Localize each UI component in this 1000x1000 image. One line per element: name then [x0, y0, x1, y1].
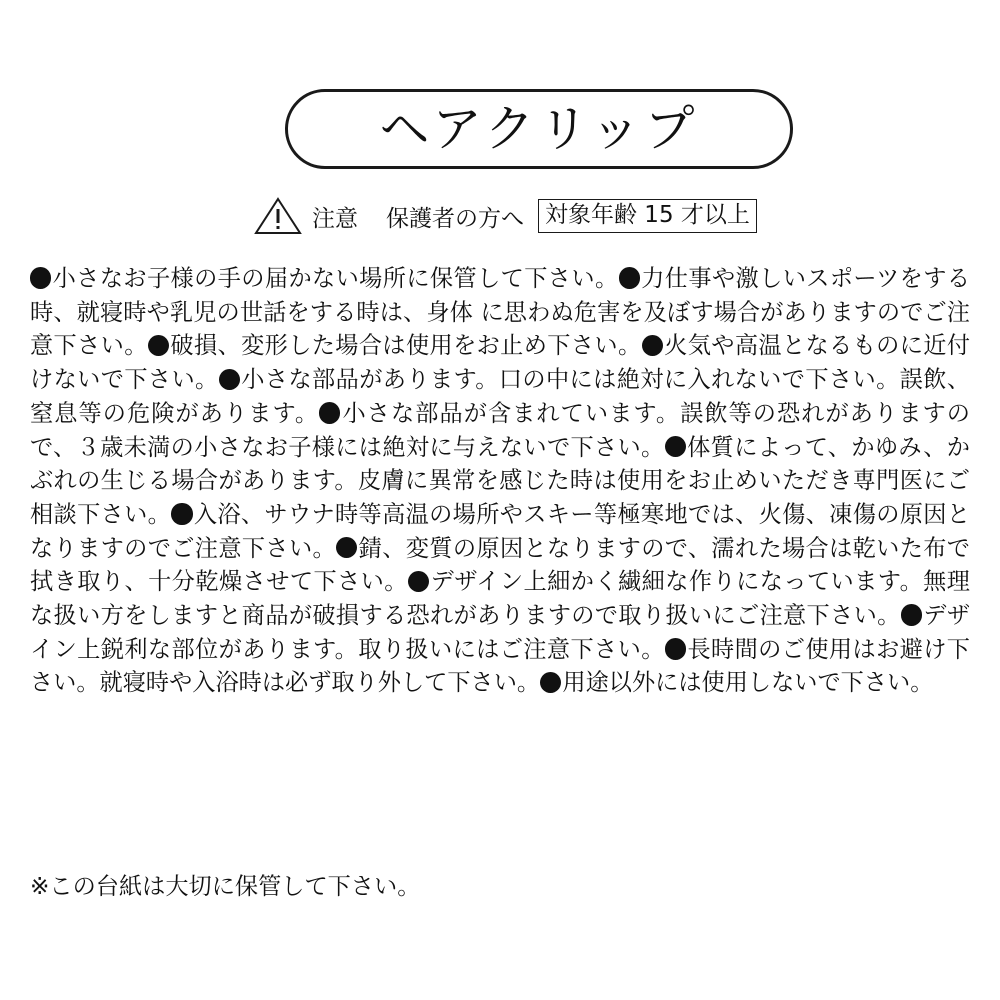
notice-text: 用途以外には使用しないで下さい。 [562, 669, 934, 697]
notice-text: 小さな部品が含まれています。誤飲等の恐れがありますので、３歳未満の小さなお子様には絶対に与えないで下さい。 [30, 399, 970, 461]
bullet-icon [219, 369, 240, 390]
bullet-icon [30, 267, 51, 288]
product-title: ヘアクリップ [379, 100, 699, 158]
bullet-icon [665, 436, 686, 457]
notice-item [30, 265, 619, 292]
notice-text: 破損、変形した場合は使用をお止め下さい。 [170, 332, 642, 360]
bullet-icon [901, 604, 922, 625]
notice-text: 体質によって、かゆみ、かぶれの生じる場合があります。皮膚に異常を感じた時は使用をお止めいただき専門医にご相談下さい。 [30, 433, 970, 528]
title-box [285, 89, 793, 169]
notice-item [148, 332, 642, 359]
bullet-icon [336, 537, 357, 558]
notice-text: デザイン上鋭利な部位があります。取り扱いにはご注意下さい。 [30, 602, 971, 663]
guardian-label: 保護者の方へ [386, 205, 524, 232]
notice-text: デザイン上細かく繊細な作りになっています。無理な扱い方をしますと商品が破損する恐れがありますので取り扱いにご注意下さい。 [30, 568, 970, 630]
footnote: ※この台紙は大切に保管して下さい。 [30, 873, 421, 900]
notice-text: 長時間のご使用はお避け下さい。就寝時や入浴時は必ず取り外して下さい。 [30, 635, 970, 697]
notice-item [540, 669, 933, 696]
bullet-icon [148, 335, 169, 356]
bullet-icon [408, 571, 429, 592]
notice-body [30, 262, 970, 700]
bullet-icon [319, 402, 340, 423]
bullet-icon [665, 638, 686, 659]
caution-row [254, 197, 757, 235]
notice-text: 小さな部品があります。口の中には絶対に入れないで下さい。誤飲、窒息等の危険があります。 [30, 366, 971, 427]
warning-triangle-icon [254, 197, 302, 235]
notice-text: 錆、変質の原因となりますので、濡れた場合は乾いた布で拭き取り、十分乾燥させて下さい。 [30, 534, 970, 596]
bullet-icon [171, 503, 192, 524]
notice-text: 力仕事や激しいスポーツをする時、就寝時や乳児の世話をする時は、身体 に思わぬ危害を及ぼす場合がありますのでご注意下さい。 [30, 265, 971, 360]
caution-label: 注意 [312, 205, 358, 232]
bullet-icon [619, 267, 640, 288]
bullet-icon [540, 672, 561, 693]
bullet-icon [642, 335, 663, 356]
notice-text: 小さなお子様の手の届かない場所に保管して下さい。 [52, 265, 619, 292]
notice-text: 火気や高温となるものに近付けないで下さい。 [30, 332, 971, 394]
age-notice: 対象年齢 15 才以上 [538, 199, 757, 234]
notice-text: 入浴、サウナ時等高温の場所やスキー等極寒地では、火傷、凍傷の原因となりますのでご注意下さい。 [30, 500, 971, 562]
